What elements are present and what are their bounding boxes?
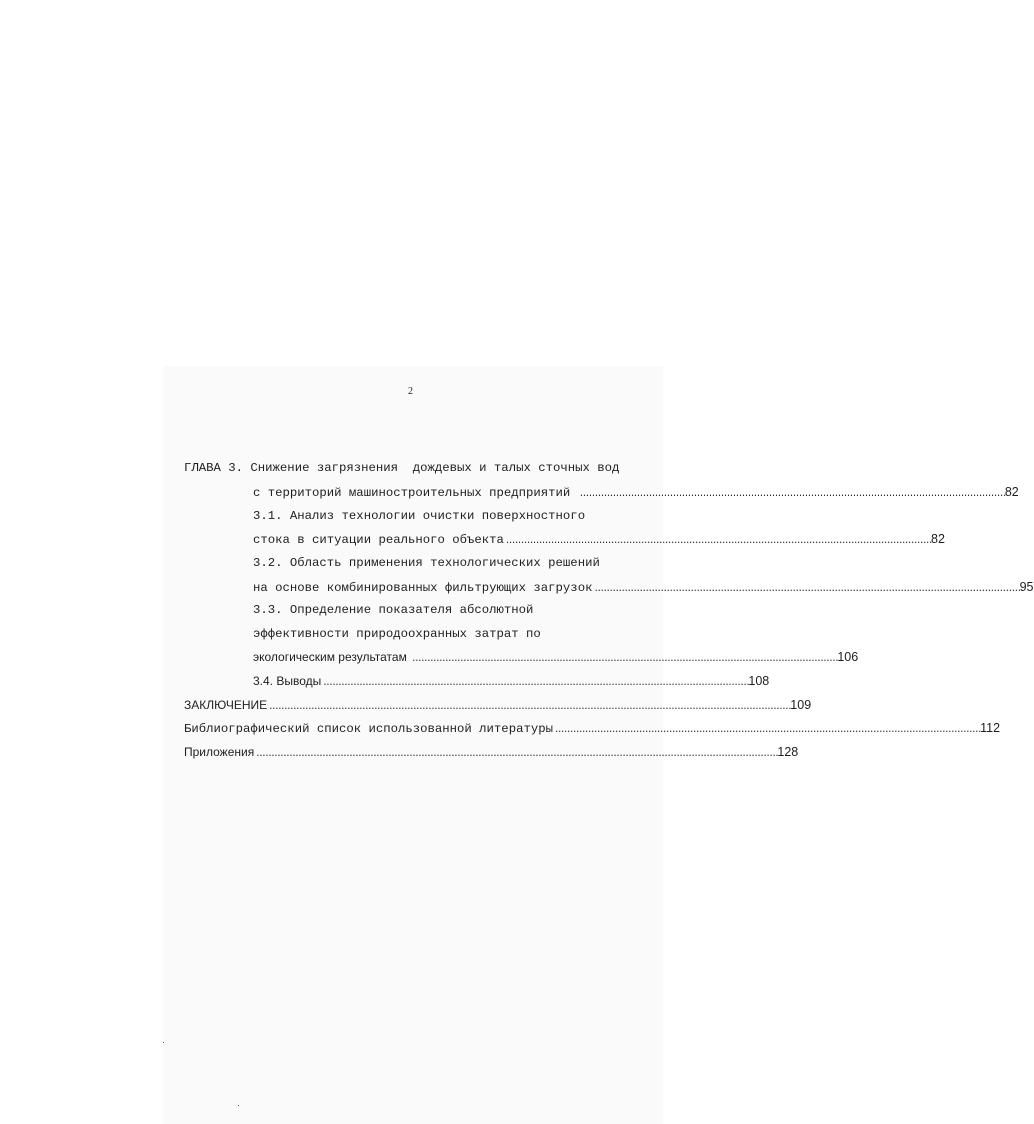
toc-chapter-3-line-2: с территорий машиностроительных предприятий xyxy=(253,486,578,500)
toc-section-3-2-line-2: на основе комбинированных фильтрующих загрузок xyxy=(253,581,593,595)
leader-dots: .............................................................................................................................................. xyxy=(593,584,1020,594)
toc-section-3-3-page: 106 xyxy=(837,650,859,664)
leader-dots: .............................................................................................................................................................................. xyxy=(268,702,791,712)
toc-section-3-2-page: 95 xyxy=(1019,580,1034,594)
scan-speck xyxy=(238,1105,239,1106)
leader-dots: .............................................................................................................................................. xyxy=(504,536,932,546)
toc-conclusion-entry xyxy=(184,697,812,715)
toc-section-3-2-entry xyxy=(253,579,1034,597)
toc-conclusion-page: 109 xyxy=(790,698,812,712)
toc-section-3-3-line-3: экологическим результатам xyxy=(253,650,411,664)
toc-section-3-4-title: 3.4. Выводы xyxy=(253,674,322,688)
toc-section-3-1-line-1: 3.1. Анализ технологии очистки поверхностного xyxy=(253,509,586,523)
toc-chapter-3-page: 82 xyxy=(1004,485,1019,499)
toc-conclusion-title: ЗАКЛЮЧЕНИЕ xyxy=(184,698,268,712)
toc-section-3-2-title xyxy=(253,555,633,571)
page-number: 2 xyxy=(408,386,413,397)
leader-dots: .............................................................................................................................................. xyxy=(322,678,749,688)
toc-appendices-title: Приложения xyxy=(184,745,255,759)
scan-speck xyxy=(163,1042,164,1043)
leader-dots: .............................................................................................................................................. xyxy=(553,725,981,735)
toc-section-3-3-continued xyxy=(253,626,633,642)
leader-dots: .............................................................................................................................................. xyxy=(411,654,838,664)
toc-section-3-3-line-1: 3.3. Определение показателя абсолютной xyxy=(253,603,534,617)
toc-chapter-3-entry xyxy=(253,484,1019,502)
toc-section-3-3-title xyxy=(253,602,633,618)
toc-appendices-page: 128 xyxy=(777,745,799,759)
toc-section-3-3-entry xyxy=(253,649,859,667)
toc-section-3-1-line-2: стока в ситуации реального объекта xyxy=(253,533,504,547)
toc-section-3-4-entry xyxy=(253,673,770,691)
toc-chapter-3-title xyxy=(184,460,634,476)
toc-section-3-3-line-2: эффективности природоохранных затрат по xyxy=(253,627,541,641)
toc-section-3-1-title xyxy=(253,508,633,524)
toc-bibliography-title: Библиографический список использованной литературы xyxy=(184,722,553,736)
leader-dots: .............................................................................................................................................. xyxy=(578,489,1005,499)
toc-section-3-1-entry xyxy=(253,531,945,549)
leader-dots: .............................................................................................................................................................................. xyxy=(255,749,778,759)
toc-bibliography-page: 112 xyxy=(980,721,1001,735)
toc-bibliography-entry xyxy=(184,720,1001,738)
toc-chapter-3-line-1: ГЛАВА 3. Снижение загрязнения дождевых и талых сточных вод xyxy=(184,461,620,475)
toc-appendices-entry xyxy=(184,744,799,762)
toc-section-3-4-page: 108 xyxy=(748,674,770,688)
toc-section-3-2-line-1: 3.2. Область применения технологических решений xyxy=(253,556,600,570)
toc-section-3-1-page: 82 xyxy=(931,532,945,546)
